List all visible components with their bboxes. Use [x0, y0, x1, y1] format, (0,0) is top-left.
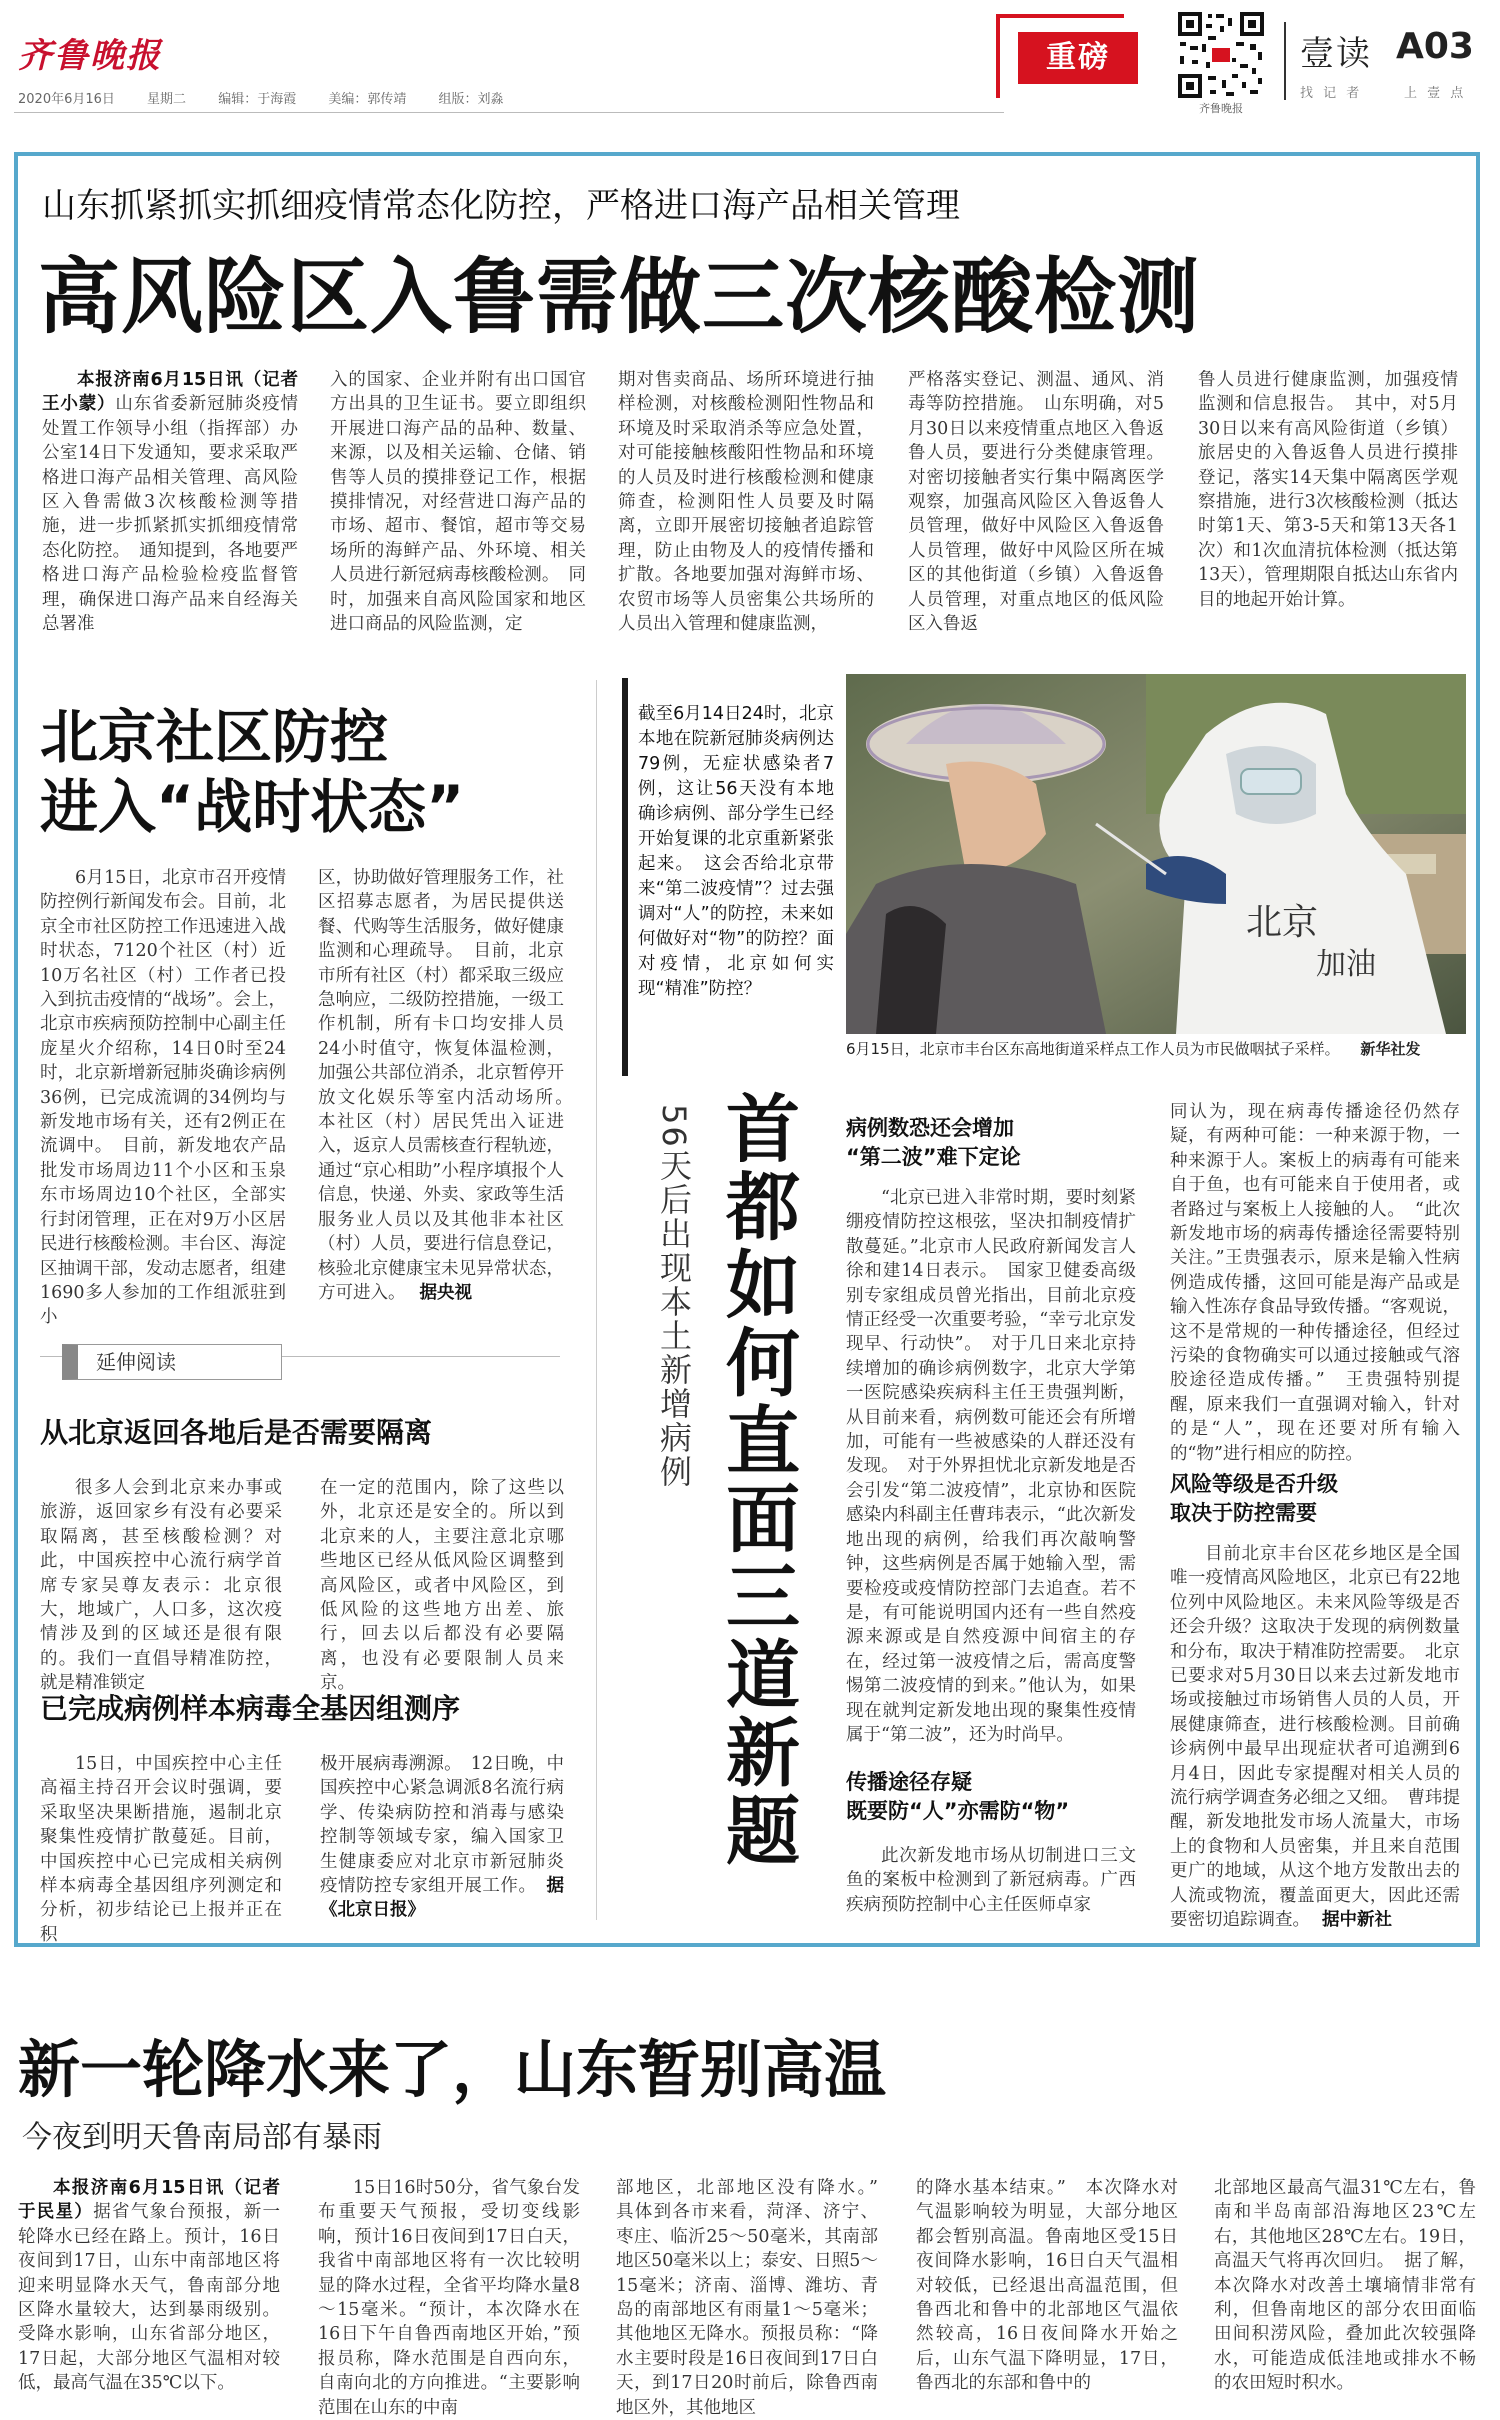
qr-code[interactable] [1176, 10, 1266, 100]
lead-col-2 [330, 368, 586, 635]
art-credit: 美编：郭传靖 [328, 92, 407, 107]
editor-credit: 编辑：于海霞 [218, 92, 297, 107]
weather-col-2 [318, 2176, 580, 2418]
photo-caption [846, 1038, 1466, 1060]
beijing-headline-2: 进入“战时状态” [40, 773, 465, 841]
issue-meta [18, 88, 532, 107]
column-separator [596, 680, 597, 1920]
related-q2-col-2 [320, 1752, 564, 1922]
weather-col-5-text: 北部地区最高气温31℃左右，鲁南和半岛南部沿海地区23℃左右，其他地区28℃左右。19日，高温天气将再次回归。 据了解，本次降水对改善土壤墒情非常有利，但鲁南地区的部分农田面临田间积涝风险，叠加此次较强降水，可能造成低洼地或排水不畅的农田短时积水。 [1214, 2178, 1476, 2394]
capital-s2-text-body: 此次新发地市场从切制进口三文鱼的案板中检测到了新冠病毒。广西疾病预防控制中心主任医师卓家 [846, 1846, 1136, 1915]
masthead-divider [1284, 22, 1286, 100]
weather-col-3 [616, 2176, 896, 2418]
lead-kicker: 山东抓紧抓实抓细疫情常态化防控，严格进口海产品相关管理 [42, 186, 960, 226]
lead-col-1-text: 山东省委新冠肺炎疫情处置工作领导小组（指挥部）办公室14日下发通知，要求采取严格进口海产品相关管理、高风险区入鲁需做3次核酸检测等措施，进一步抓紧抓实抓细疫情常态化防控。 通知提到，各地要严格进口海产品检验检疫监督管理，确保进口海产品来自经海关总署准 [42, 394, 299, 635]
related-q2-col-2-text: 极开展病毒溯源。 12日晚，中国疾控中心紧急调派8名流行病学、传染病防控和消毒与感染控制等领域专家，编入国家卫生健康委应对北京市新冠肺炎疫情防控专家组开展工作。 [320, 1754, 564, 1897]
photo-credit: 新华社发 [1360, 1040, 1421, 1058]
lead-col-3-text: 期对售卖商品、场所环境进行抽样检测，对核酸检测阳性物品和环境及时采取消杀等应急处置，对可能接触核酸阳性物品和环境的人员及时进行核酸检测和健康筛查，检测阳性人员要及时隔离，立即开展密切接触者追踪管理，防止由物及人的疫情传播和扩散。各地要加强对海鲜市场、农贸市场等人员密集公共场所的人员出入管理和健康监测， [618, 370, 874, 635]
newspaper-logo: 齐鲁晚报 [18, 36, 162, 76]
related-q1-col-2-text: 在一定的范围内，除了这些以外，北京还是安全的。所以到北京来的人，主要注意北京哪些地区已经从低风险区调整到高风险区，或者中风险区，到低风险的这些地方出差、旅行，回去以后都没有必要隔离，也没有必要限制人员来京。 [320, 1478, 564, 1694]
capital-intro [622, 678, 836, 1076]
lead-byline: 本报济南6月15日讯（记者 王小蒙） [42, 370, 298, 415]
svg-text:北京: 北京 [1246, 902, 1319, 943]
photo-caption-text: 6月15日，北京市丰台区东高地街道采样点工作人员为市民做咽拭子采样。 [846, 1040, 1340, 1058]
svg-text:加油: 加油 [1316, 947, 1376, 982]
related-label: 延伸阅读 [62, 1344, 282, 1380]
capital-source: 据中新社 [1322, 1910, 1392, 1931]
related-q1-col-1 [40, 1476, 282, 1694]
beijing-col-2-text: 区，协助做好管理服务工作，社区招募志愿者，为居民提供送餐、代购等生活服务，做好健康监测和心理疏导。 目前，北京市所有社区（村）都采取三级应急响应，二级防控措施，一级工作机制，所有卡口均安排人员24小时值守，恢复体温检测，加强公共部位消杀，北京暂停开放文化娱乐等室内活动场所。 本社区（村）居民凭出入证进入，返京人员需核查行程轨迹，通过“京心相助”小程序填报个人信息，快递、外卖、家政等生活服务业人员以及其他非本社区（村）人员，要进行信息登记，核验北京健康宝未见异常状态，方可进入。 [318, 868, 582, 1303]
lead-col-5-text: 鲁人员进行健康监测，加强疫情监测和信息报告。 其中，对5月30日以来有高风险街道（乡镇）旅居史的入鲁返鲁人员进行摸排登记，落实14天集中隔离医学观察措施，进行3次核酸检测（抵达时第1天、第3-5天和第13天各1次）和1次血清抗体检测（抵达第13天），管理期限自抵达山东省内目的地起开始计算。 [1198, 370, 1458, 610]
lead-col-4 [908, 368, 1164, 635]
capital-s1-text [846, 1186, 1136, 1754]
capital-s1-text-body: “北京已进入非常时期，要时刻紧绷疫情防控这根弦，坚决扣制疫情扩散蔓延。”北京市人民政府新闻发言人徐和建14日表示。 国家卫健委高级别专家组成员曾光指出，目前北京疫情正经受一次重要考验，“幸亏北京发现早、行动快”。 对于几日来北京持续增加的确诊病例数字，北京大学第一医院感染疾病科主任王贵强判断，从目前来看，病例数可能还会有所增加，可能有一些被感染的人群还没有发现。 对于外界担忧北京新发地是否会引发“第二波疫情”，北京协和医院感染内科副主任曹玮表示，“此次新发地出现的病例，给我们再次敲响警钟，这些病例是否属于她输入型，需要检疫或疫情防控部门去追查。若不是，有可能说明国内还有一些自然疫源来源或是自然疫源中间宿主的存在，经过第一波疫情之后，需高度警惕第二波疫情的到来。”他认为，如果现在就判定新发地出现的聚集性疫情属于“第二波”，还为时尚早。 [846, 1188, 1136, 1745]
proof-credit: 组版：刘淼 [438, 92, 504, 107]
related-q1-col-1-text: 很多人会到北京来办事或旅游，返回家乡有没有必要采取隔离，甚至核酸检测？对此，中国疾控中心流行病学首席专家吴尊友表示：北京很大，地域广，人口多，这次疫情涉及到的区域还是很有限的。我们一直倡导精准防控，就是精准锁定 [40, 1478, 282, 1694]
lead-col-2-text: 入的国家、企业并附有出口国官方出具的卫生证书。要立即组织开展进口海产品的品种、数量、来源，以及相关运输、仓储、销售等人员的摸排登记工作，根据摸排情况，对经营进口海产品的市场、超市、餐馆，超市等交易场所的海鲜产品、外环境、相关人员进行新冠病毒核酸检测。 同时，加强来自高风险国家和地区进口商品的风险监测，定 [330, 370, 586, 635]
weather-col-3-text: 部地区，北部地区没有降水。” 具体到各市来看，菏泽、济宁、枣庄、临沂25～50毫米，其南部地区50毫米以上；泰安、日照5～15毫米；济南、淄博、潍坊、青岛的南部地区有雨量1～5毫米；其他地区无降水。预报员称：“降水主要时段是16日夜间到17日白天，到17日20时前后，除鲁西南地区外，其他地区 [616, 2178, 896, 2418]
related-q2-title: 已完成病例样本病毒全基因组测序 [40, 1692, 461, 1725]
page-number: A03 [1396, 26, 1474, 67]
capital-s3-text2-body: 目前北京丰台区花乡地区是全国唯一疫情高风险地区，北京已有22地位列中风险地区。未来风险等级是否还会升级？这取决于发现的病例数量和分布，取决于精准防控需要。 北京已要求对5月30日以来去过新发地市场或接触过市场销售人员的人员，开展健康筛查，进行核酸检测。目前确诊病例中最早出现症状者可追溯到6月4日，因此专家提醒对相关人员的流行病学调查务必细之又细。 曹玮提醒，新发地批发市场人流量大，市场上的食物和人员密集，并且来自范围更广的地域，从这个地方发散出去的人流或物流，覆盖面更大，因此还需要密切追踪调查。 [1170, 1544, 1460, 1931]
beijing-col-2 [318, 866, 582, 1314]
weather-col-4-text: 的降水基本结束。” 本次降水对气温影响较为明显，大部分地区都会暂别高温。鲁南地区受15日夜间降水影响，16日白天气温相对较低，已经退出高温范围，但鲁西北和鲁中的北部地区气温依然较高，16日夜间降水开始之后，山东气温下降明显，17日，鲁西北的东部和鲁中的 [916, 2178, 1178, 2394]
related-q2-source: 据《北京日报》 [320, 1876, 564, 1921]
related-q1-col-2 [320, 1476, 564, 1694]
lead-headline: 高风险区入鲁需做三次核酸检测 [38, 250, 1201, 345]
related-q2-col-1 [40, 1752, 282, 1945]
related-q1-title: 从北京返回各地后是否需要隔离 [40, 1416, 433, 1449]
weather-col-5 [1214, 2176, 1476, 2406]
weather-col-4 [916, 2176, 1178, 2406]
section-tag: 重磅 [1018, 32, 1138, 84]
capital-s2-text [846, 1844, 1136, 1920]
weather-col-1 [18, 2176, 280, 2406]
capital-s1-title [846, 1114, 1021, 1172]
capital-s3-text2 [1170, 1542, 1460, 1931]
capital-s3-text [1170, 1100, 1460, 1466]
capital-s3-title [1170, 1470, 1338, 1528]
weather-byline: 本报济南6月15日讯（记者 于民星） [18, 2178, 280, 2223]
news-photo [846, 674, 1466, 1034]
weather-col-1-text: 据省气象台预报，新一轮降水已经在路上。预计，16日夜间到17日，山东中南部地区将迎来明显降水天气，鲁南部分地区降水量较大，达到暴雨级别。受降水影响，山东省部分地区，17日起，大部分地区气温相对较低，最高气温在35℃以下。 [18, 2202, 281, 2394]
lead-col-4-text: 严格落实登记、测温、通风、消毒等防控措施。 山东明确，对5月30日以来疫情重点地区入鲁返鲁人员，要进行分类健康管理。对密切接触者实行集中隔离医学观察，加强高风险区入鲁返鲁人员管理，做好中风险区入鲁返鲁人员管理，做好中风险区所在城区的其他街道（乡镇）入鲁返鲁人员管理，对重点地区的低风险区入鲁返 [908, 370, 1164, 635]
capital-s3-title-line1: 风险等级是否升级 [1170, 1472, 1338, 1496]
brand-sub: 找 记 者 [1300, 86, 1363, 101]
page-sub: 上 壹 点 [1404, 86, 1467, 101]
capital-intro-text: 截至6月14日24时，北京本地在院新冠肺炎病例达79例，无症状感染者7例，这让56天没有本地确诊病例、部分学生已经开始复课的北京重新紧张起来。 这会否给北京带来“第二波疫情”？过去强调对“人”的防控，未来如何做好对“物”的防控？面对疫情，北京如何实现“精准”防控？ [638, 704, 834, 999]
masthead-rule [14, 112, 1004, 113]
lead-col-1 [42, 368, 299, 635]
capital-s1-title-line1: 病例数恐还会增加 [846, 1116, 1014, 1140]
beijing-headline-1: 北京社区防控 [40, 703, 389, 771]
capital-s3-text-body: 同认为，现在病毒传播途径仍然存疑，有两种可能：一种来源于物，一种来源于人。案板上的病毒有可能来自于鱼，也有可能来自于使用者，或者路过与案板上人接触的人。 “此次新发地市场的病毒传播途径需要特别关注。”王贵强表示，原来是输入性病例造成传播，这回可能是海产品或是输入性冻存食品导致传播。“客观说，这不是常规的一种传播途径，但经过污染的食物确实可以通过接触或气溶胶途径造成传播。” 王贵强特别提醒，原来我们一直强调对输入，针对的是“人”，现在还要对所有输入的“物”进行相应的防控。 [1170, 1102, 1460, 1464]
beijing-col-1 [40, 866, 286, 1328]
capital-subheadline: 56天后出现本土新增病例 [655, 1104, 693, 1489]
issue-weekday: 星期二 [147, 92, 187, 107]
beijing-col-1-text: 6月15日，北京市召开疫情防控例行新闻发布会。目前，北京全市社区防控工作迅速进入战时状态，7120个社区（村）近10万名社区（村）工作者已投入到抗击疫情的“战场”。会上，北京市疾病预防控制中心副主任庞星火介绍称，14日0时至24时，北京新增新冠肺炎确诊病例36例，已完成流调的34例均与新发地市场有关，还有2例正在流调中。 目前，新发地农产品批发市场周边11个小区和玉泉东市场周边10个社区，全部实行封闭管理，正在对9万小区居民进行核酸检测。丰台区、海淀区抽调干部，发动志愿者，组建1690多人参加的工作组派驻到小 [40, 868, 286, 1328]
capital-headline: 首都如何直面三道新题 [714, 1090, 800, 1870]
capital-s2-title-line2: 既要防“人”亦需防“物” [846, 1799, 1070, 1823]
lead-col-3 [618, 368, 874, 635]
related-q2-col-1-text: 15日，中国疾控中心主任高福主持召开会议时强调，要采取坚决果断措施，遏制北京聚集性疫情扩散蔓延。目前，中国疾控中心已完成相关病例样本病毒全基因组序列测定和分析，初步结论已上报并正在积 [40, 1754, 282, 1945]
lead-col-5 [1198, 368, 1458, 630]
weather-headline: 新一轮降水来了，山东暂别高温 [18, 2033, 887, 2106]
qr-caption: 齐鲁晚报 [1199, 102, 1243, 115]
capital-intro-bar [622, 678, 628, 1076]
capital-s2-title-line1: 传播途径存疑 [846, 1770, 972, 1794]
weather-col-2-text: 15日16时50分，省气象台发布重要天气预报，受切变线影响，预计16日夜间到17日白天，我省中南部地区将有一次比较明显的降水过程，全省平均降水量8～15毫米。“预计，本次降水在16日下午自鲁西南地区开始，”预报员称，降水范围是自西向东，自南向北的方向推进。“主要影响范围在山东的中南 [318, 2178, 580, 2418]
beijing-source: 据央视 [419, 1282, 472, 1303]
issue-date: 2020年6月16日 [18, 92, 115, 107]
weather-subheadline: 今夜到明天鲁南局部有暴雨 [22, 2120, 382, 2155]
brand-name: 壹读 [1300, 34, 1372, 74]
capital-s1-title-line2: “第二波”难下定论 [846, 1145, 1021, 1169]
capital-s2-title [846, 1768, 1069, 1826]
capital-s3-title-line2: 取决于防控需要 [1170, 1501, 1317, 1525]
